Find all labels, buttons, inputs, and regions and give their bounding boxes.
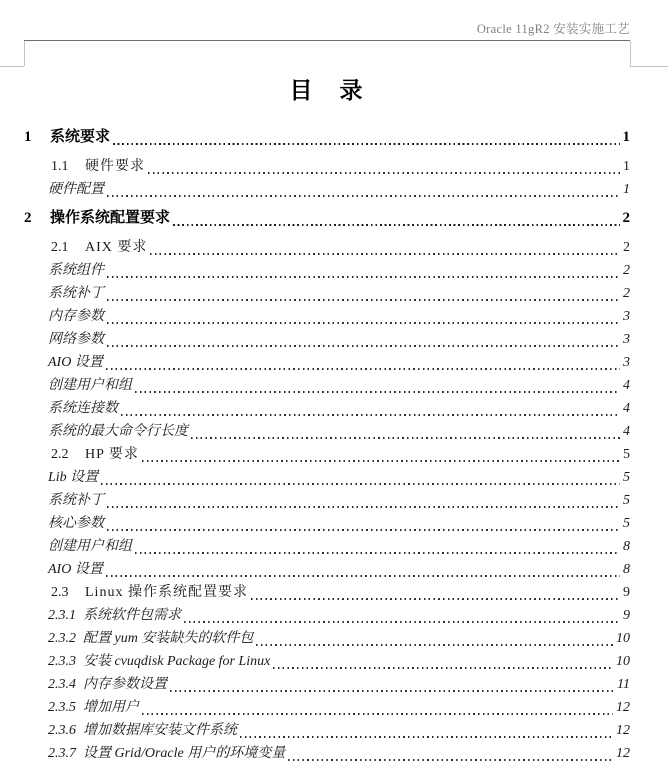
toc-entry-page-number: 3 xyxy=(623,332,630,347)
toc-entry-number: 2.3.1 xyxy=(48,608,76,623)
dot-leader xyxy=(107,322,620,324)
toc-entry-label: 核心参数 xyxy=(48,516,104,531)
toc-entry[interactable] xyxy=(24,512,630,535)
toc-entry[interactable] xyxy=(24,696,630,719)
toc-entry-label: 硬件要求 xyxy=(85,159,145,174)
toc-entry-label: 创建用户和组 xyxy=(48,539,132,554)
toc-entry-label: HP 要求 xyxy=(85,447,139,462)
toc-entry-label: 操作系统配置要求 xyxy=(50,210,171,226)
toc-entry-label: 系统要求 xyxy=(50,129,111,145)
running-header: Oracle 11gR2 安装实施工艺 xyxy=(476,22,630,36)
toc-entry[interactable] xyxy=(24,650,630,673)
toc-entry-number: 2 xyxy=(24,210,32,226)
toc-entry-number: 1.1 xyxy=(51,159,69,174)
dot-leader xyxy=(273,667,613,669)
toc-entry-label: 内存参数 xyxy=(48,309,104,324)
toc-entry-page-number: 3 xyxy=(623,309,630,324)
dot-leader xyxy=(251,598,620,600)
toc-entry[interactable] xyxy=(24,604,630,627)
dot-leader xyxy=(288,759,613,761)
toc-entry-page-number: 2 xyxy=(623,263,630,278)
toc-entry-label: 增加数据库安装文件系统 xyxy=(83,723,237,738)
dot-leader xyxy=(170,690,614,692)
toc-entry-page-number: 8 xyxy=(623,539,630,554)
toc-entry-number: 2.3.2 xyxy=(48,631,76,646)
toc-entry-page-number: 1 xyxy=(623,182,630,197)
toc-entry-label: AIX 要求 xyxy=(85,240,148,255)
toc-entry-page-number: 5 xyxy=(623,493,630,508)
dot-leader xyxy=(191,437,620,439)
toc-entry[interactable] xyxy=(24,374,630,397)
toc-entry-page-number: 3 xyxy=(623,355,630,370)
toc-entry-number: 2.3.3 xyxy=(48,654,76,669)
toc-entry-page-number: 1 xyxy=(623,159,630,174)
toc-entry[interactable] xyxy=(24,581,630,604)
dot-leader xyxy=(184,621,620,623)
toc-entry-label: 系统连接数 xyxy=(48,401,118,416)
dot-leader xyxy=(256,644,613,646)
toc-entry[interactable] xyxy=(24,236,630,259)
crop-mark-top-right-horizontal xyxy=(630,66,668,67)
toc-entry[interactable] xyxy=(24,466,630,489)
toc-entry[interactable] xyxy=(24,443,630,466)
toc-entry[interactable] xyxy=(24,259,630,282)
dot-leader xyxy=(113,143,619,145)
toc-list xyxy=(24,120,630,765)
toc-entry[interactable] xyxy=(24,282,630,305)
dot-leader xyxy=(121,414,620,416)
toc-entry-page-number: 9 xyxy=(623,585,630,600)
toc-entry-label: 硬件配置 xyxy=(48,182,104,197)
toc-entry-label: Linux 操作系统配置要求 xyxy=(85,585,248,600)
dot-leader xyxy=(135,552,620,554)
toc-entry-page-number: 9 xyxy=(623,608,630,623)
toc-entry[interactable] xyxy=(24,126,630,149)
toc-entry-page-number: 4 xyxy=(623,424,630,439)
toc-entry-number: 2.3.7 xyxy=(48,746,76,761)
toc-entry-label: 系统补丁 xyxy=(48,286,104,301)
toc-entry-number: 2.1 xyxy=(51,240,69,255)
toc-entry-page-number: 5 xyxy=(623,447,630,462)
dot-leader xyxy=(148,172,620,174)
dot-leader xyxy=(150,253,620,255)
dot-leader xyxy=(107,276,620,278)
toc-entry-label: 安装 cvuqdisk Package for Linux xyxy=(83,654,271,669)
crop-mark-top-left-horizontal xyxy=(0,66,24,67)
toc-entry[interactable] xyxy=(24,155,630,178)
toc-entry-page-number: 12 xyxy=(616,723,630,738)
toc-entry-page-number: 11 xyxy=(617,677,630,692)
dot-leader xyxy=(142,713,613,715)
toc-entry-page-number: 1 xyxy=(622,129,630,145)
toc-entry-number: 2.3.4 xyxy=(48,677,76,692)
dot-leader xyxy=(107,299,620,301)
toc-entry-label: AIO 设置 xyxy=(48,562,103,577)
dot-leader xyxy=(107,506,620,508)
toc-entry-page-number: 8 xyxy=(623,562,630,577)
dot-leader xyxy=(106,575,620,577)
toc-entry-label: AIO 设置 xyxy=(48,355,103,370)
dot-leader xyxy=(106,368,620,370)
crop-mark-top-right-vertical xyxy=(630,41,631,66)
toc-entry[interactable] xyxy=(24,305,630,328)
toc-entry-page-number: 4 xyxy=(623,378,630,393)
toc-entry[interactable] xyxy=(24,673,630,696)
toc-entry-number: 2.2 xyxy=(51,447,69,462)
toc-entry-label: 系统组件 xyxy=(48,263,104,278)
dot-leader xyxy=(173,224,619,226)
toc-entry-label: 系统软件包需求 xyxy=(83,608,181,623)
toc-entry-page-number: 12 xyxy=(616,700,630,715)
toc-entry-page-number: 4 xyxy=(623,401,630,416)
dot-leader xyxy=(101,483,620,485)
dot-leader xyxy=(107,529,620,531)
toc-entry[interactable] xyxy=(24,489,630,512)
toc-entry[interactable] xyxy=(24,328,630,351)
toc-entry[interactable] xyxy=(24,535,630,558)
toc-entry-label: 系统的最大命令行长度 xyxy=(48,424,188,439)
toc-entry-label: 内存参数设置 xyxy=(83,677,167,692)
toc-entry[interactable] xyxy=(24,397,630,420)
dot-leader xyxy=(142,460,620,462)
dot-leader xyxy=(107,195,620,197)
toc-entry-label: 增加用户 xyxy=(83,700,139,715)
toc-entry-number: 1 xyxy=(24,129,32,145)
toc-entry[interactable] xyxy=(24,207,630,230)
toc-entry-label: 网络参数 xyxy=(48,332,104,347)
toc-entry-label: Lib 设置 xyxy=(48,470,99,485)
toc-entry-label: 系统补丁 xyxy=(48,493,104,508)
toc-entry-page-number: 12 xyxy=(616,746,630,761)
toc-entry-page-number: 10 xyxy=(616,631,630,646)
toc-entry[interactable] xyxy=(24,351,630,374)
dot-leader xyxy=(107,345,620,347)
toc-entry-label: 配置 yum 安装缺失的软件包 xyxy=(83,631,254,646)
toc-entry[interactable] xyxy=(24,420,630,443)
crop-mark-top-left-vertical xyxy=(24,41,25,66)
toc-entry-number: 2.3.5 xyxy=(48,700,76,715)
toc-entry-number: 2.3 xyxy=(51,585,69,600)
toc-title: 目 录 xyxy=(289,78,365,103)
toc-entry-page-number: 2 xyxy=(623,240,630,255)
dot-leader xyxy=(135,391,620,393)
toc-entry[interactable] xyxy=(24,742,630,765)
toc-entry[interactable] xyxy=(24,558,630,581)
toc-entry-page-number: 5 xyxy=(623,516,630,531)
toc-entry-page-number: 5 xyxy=(623,470,630,485)
toc-entry[interactable] xyxy=(24,627,630,650)
toc-entry-page-number: 2 xyxy=(622,210,630,226)
toc-entry-label: 创建用户和组 xyxy=(48,378,132,393)
toc-entry[interactable] xyxy=(24,178,630,201)
toc-entry-number: 2.3.6 xyxy=(48,723,76,738)
header-rule xyxy=(24,40,630,41)
toc-entry-label: 设置 Grid/Oracle 用户的环境变量 xyxy=(83,746,286,761)
toc-entry-page-number: 2 xyxy=(623,286,630,301)
dot-leader xyxy=(240,736,613,738)
toc-entry-page-number: 10 xyxy=(616,654,630,669)
toc-entry[interactable] xyxy=(24,719,630,742)
